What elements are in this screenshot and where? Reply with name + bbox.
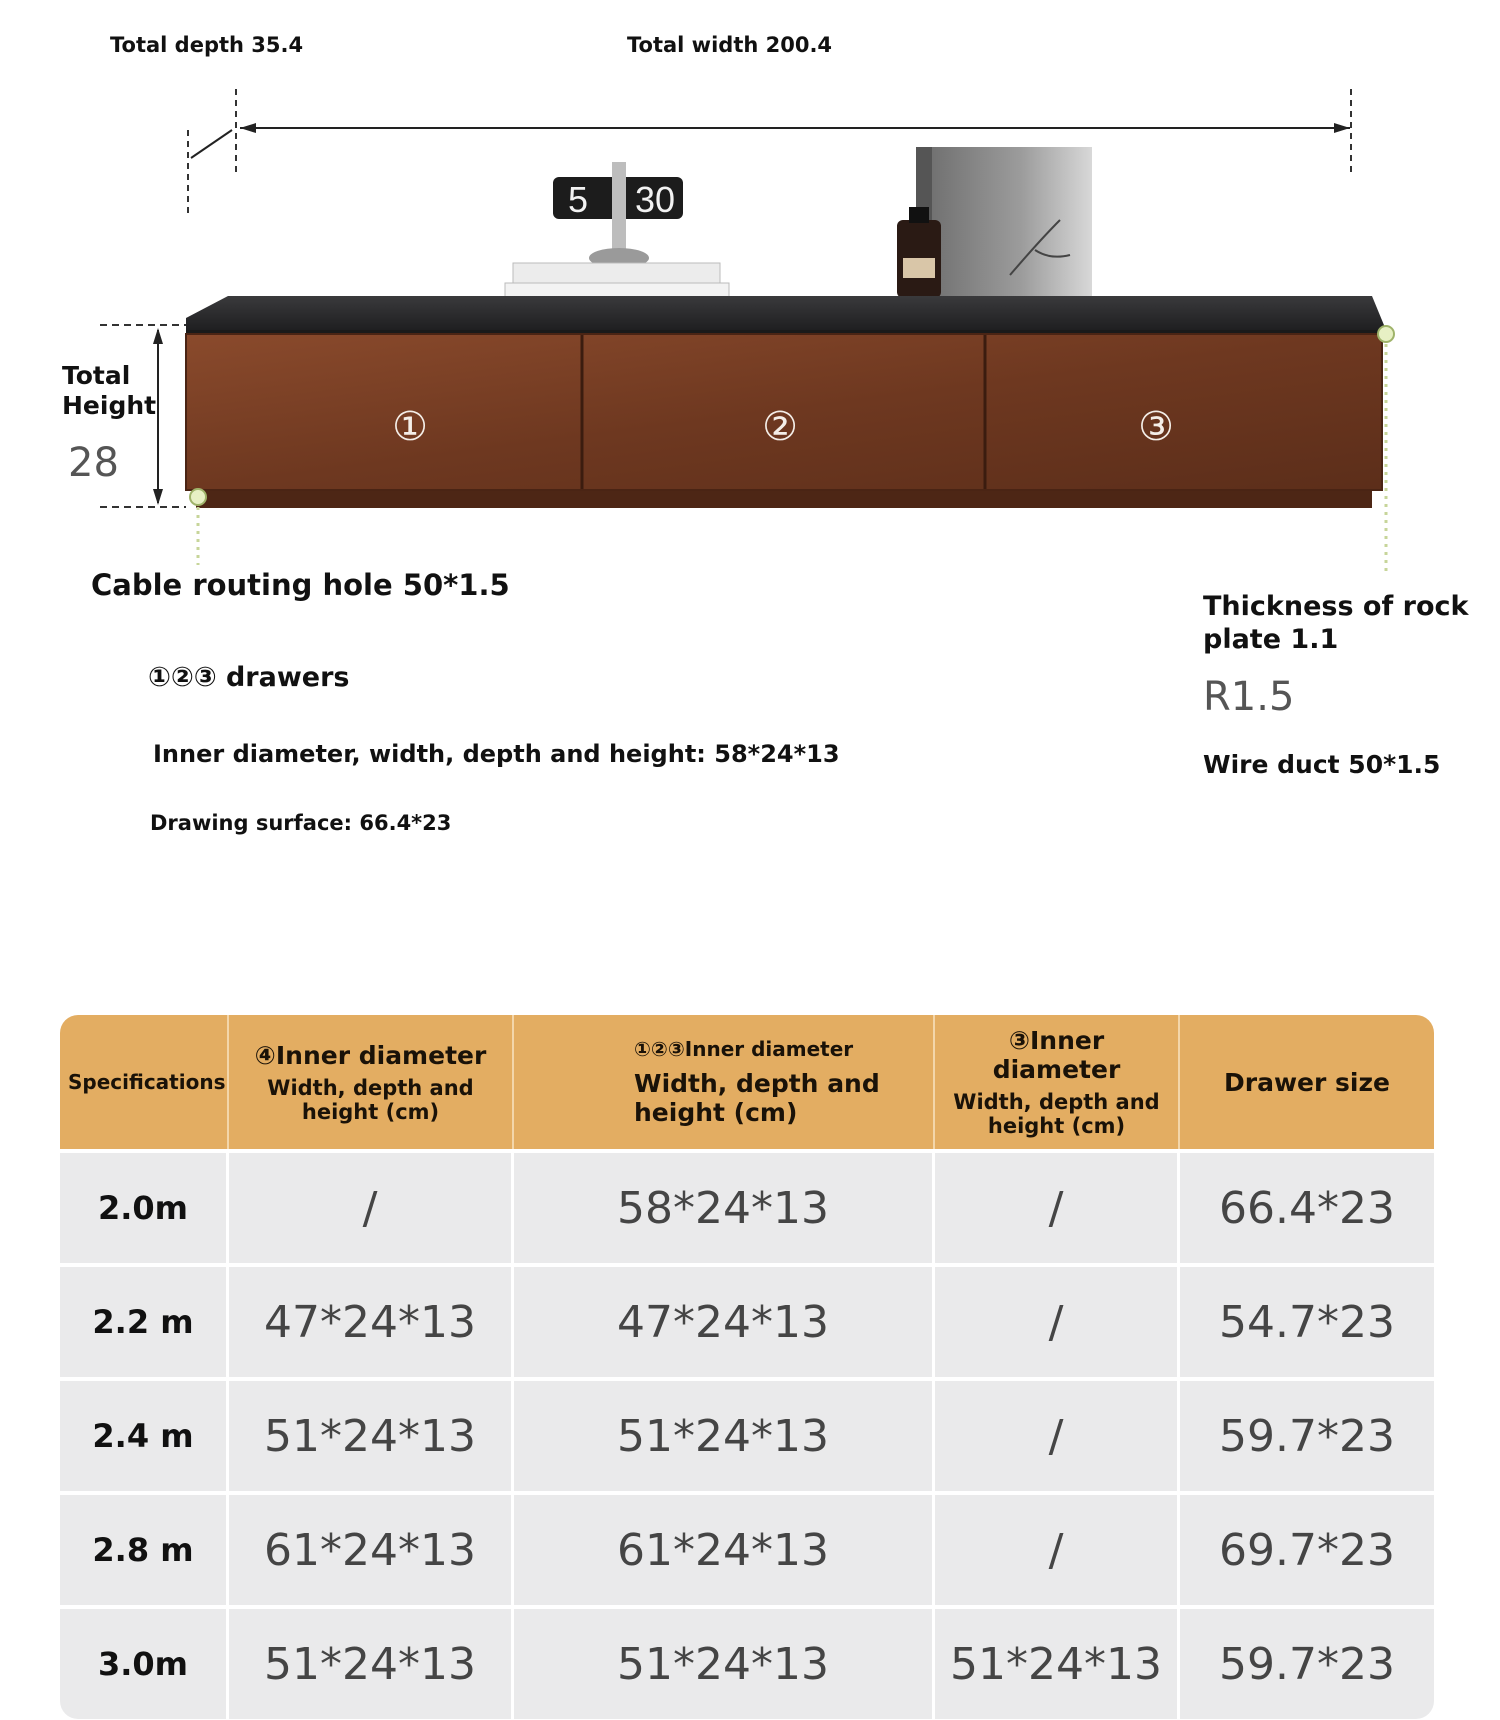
- drawer-size-cell: 66.4*23: [1180, 1149, 1434, 1263]
- clock-minute: 30: [634, 179, 676, 220]
- specification-table: [60, 1015, 1434, 1719]
- col123-cell: 51*24*13: [514, 1605, 935, 1719]
- header-col4-inner: ④Inner diameter Width, depth and height (cm): [229, 1015, 514, 1149]
- width-dimension-line: [236, 89, 1351, 172]
- col3-cell: /: [935, 1377, 1180, 1491]
- header-drawer-size: Drawer size: [1180, 1015, 1434, 1149]
- total-depth-label: Total depth 35.4: [110, 33, 304, 57]
- total-height-value: 28: [68, 440, 119, 486]
- book-and-bottle-decoration: [897, 147, 1092, 298]
- depth-dimension-line: [188, 130, 232, 215]
- col123-cell: 47*24*13: [514, 1263, 935, 1377]
- tv-cabinet: [186, 296, 1386, 508]
- col4-cell: /: [229, 1149, 514, 1263]
- radius-label: R1.5: [1203, 674, 1295, 720]
- drawer-size-cell: 59.7*23: [1180, 1377, 1434, 1491]
- drawer-size-cell: 54.7*23: [1180, 1263, 1434, 1377]
- spec-cell: 3.0m: [60, 1605, 229, 1719]
- drawer-1-label: ①: [392, 404, 428, 450]
- drawers-title: ①②③ drawers: [148, 662, 350, 693]
- spec-cell: 2.8 m: [60, 1491, 229, 1605]
- drawer-size-cell: 69.7*23: [1180, 1491, 1434, 1605]
- col123-cell: 61*24*13: [514, 1491, 935, 1605]
- cable-hole-marker: [190, 489, 206, 565]
- header-col3-inner: ③Inner diameter Width, depth and height (cm): [935, 1015, 1180, 1149]
- total-height-label: Total Height: [62, 361, 157, 420]
- table-row: [60, 1149, 1434, 1263]
- table-row: [60, 1263, 1434, 1377]
- col3-cell: /: [935, 1263, 1180, 1377]
- flip-clock-decoration: [505, 162, 729, 317]
- spec-cell: 2.4 m: [60, 1377, 229, 1491]
- spec-cell: 2.0m: [60, 1149, 229, 1263]
- drawer-3-label: ③: [1138, 404, 1174, 450]
- col4-cell: 51*24*13: [229, 1377, 514, 1491]
- col4-cell: 51*24*13: [229, 1605, 514, 1719]
- col4-cell: 61*24*13: [229, 1491, 514, 1605]
- table-header-row: [60, 1015, 1434, 1149]
- col123-cell: 51*24*13: [514, 1377, 935, 1491]
- drawer-inner-size: Inner diameter, width, depth and height: 58*24*13: [153, 740, 840, 768]
- col3-cell: /: [935, 1149, 1180, 1263]
- drawer-surface-size: Drawing surface: 66.4*23: [150, 811, 452, 835]
- cable-hole-label: Cable routing hole 50*1.5: [91, 568, 510, 602]
- col4-cell: 47*24*13: [229, 1263, 514, 1377]
- col3-cell: /: [935, 1491, 1180, 1605]
- table-row: [60, 1377, 1434, 1491]
- total-width-label: Total width 200.4: [627, 33, 833, 57]
- col3-cell: 51*24*13: [935, 1605, 1180, 1719]
- col123-cell: 58*24*13: [514, 1149, 935, 1263]
- rock-plate-label: Thickness of rock plate 1.1: [1203, 591, 1469, 655]
- table-row: [60, 1605, 1434, 1719]
- drawer-2-label: ②: [762, 404, 798, 450]
- clock-hour: 5: [567, 179, 589, 220]
- header-col123-inner: ①②③Inner diameter Width, depth and height (cm): [514, 1015, 935, 1149]
- spec-cell: 2.2 m: [60, 1263, 229, 1377]
- drawer-size-cell: 59.7*23: [1180, 1605, 1434, 1719]
- header-specifications: Specifications: [60, 1015, 229, 1149]
- wire-duct-label: Wire duct 50*1.5: [1203, 750, 1441, 779]
- table-row: [60, 1491, 1434, 1605]
- tv-cabinet-illustration: [0, 0, 1500, 620]
